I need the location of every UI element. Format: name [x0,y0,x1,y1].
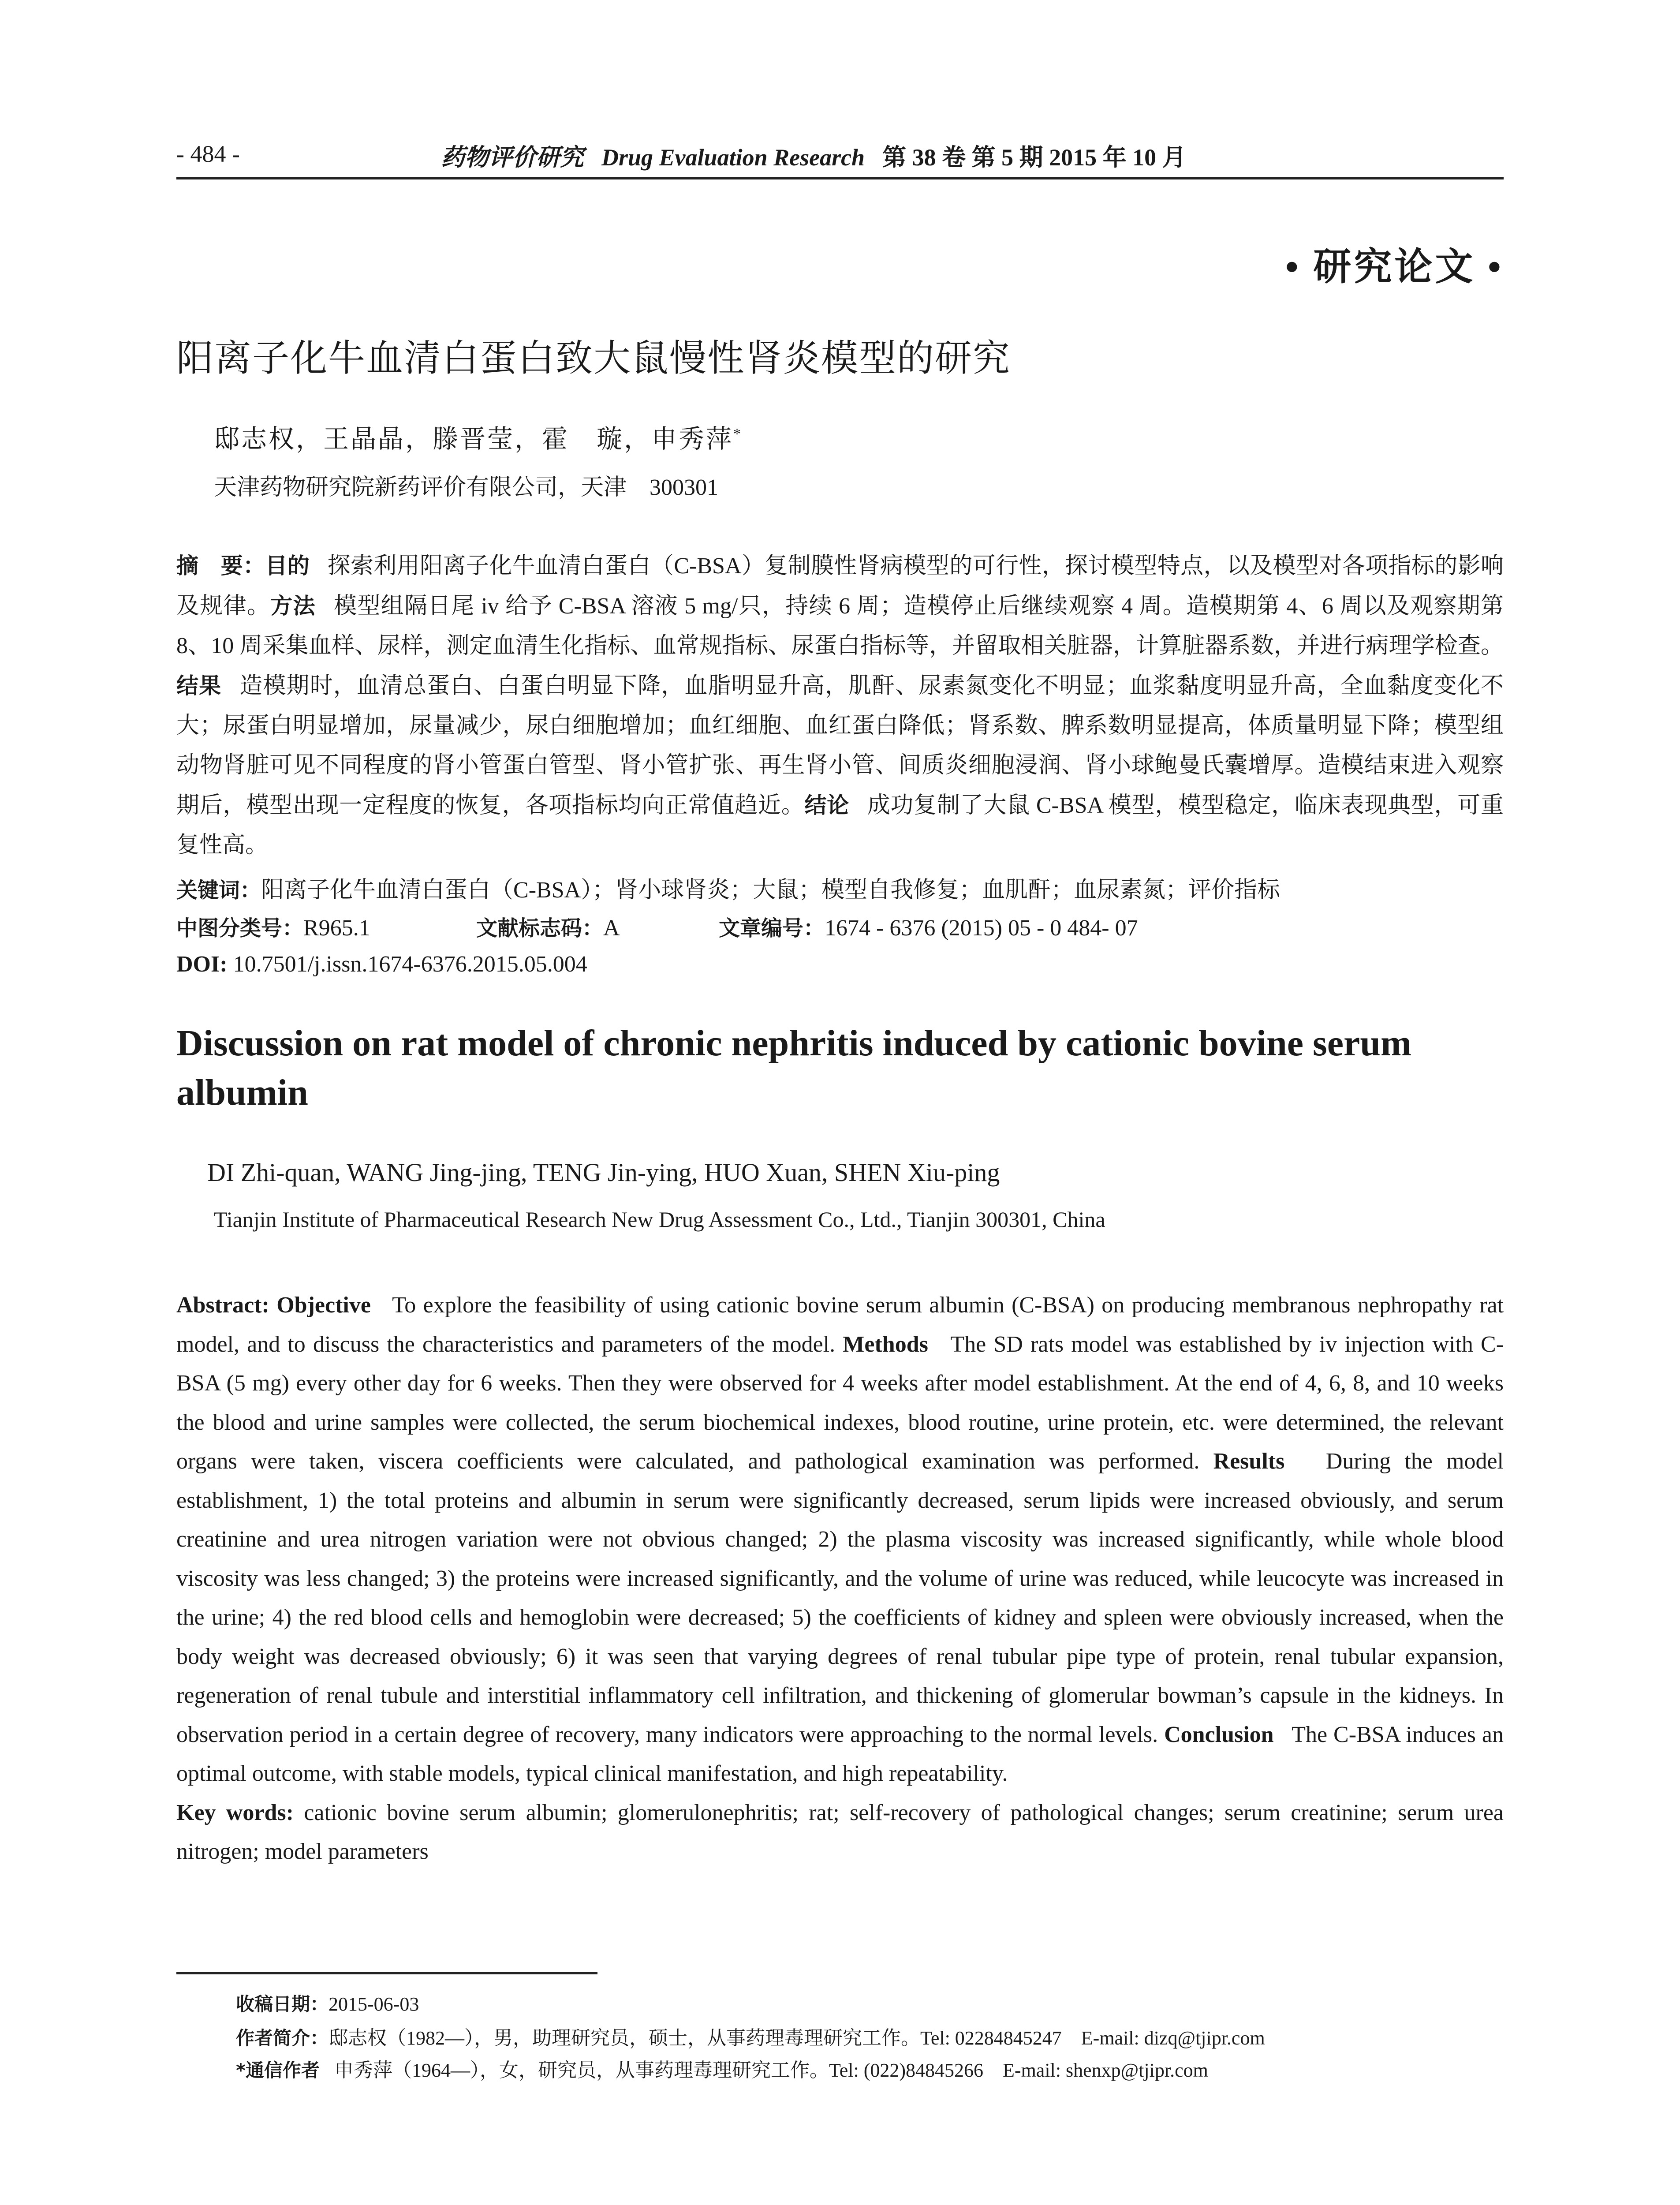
corresponding-bio: 申秀萍（1964—），女，研究员，从事药理毒理研究工作。Tel: (022)84845266 E-mail: shenxp@tjipr.com [334,2059,1208,2081]
author-bio-label: 作者简介： [236,2027,329,2049]
cn-methods-label: 方法 [270,593,316,619]
en-methods-label: Methods [843,1331,928,1357]
article-no-label: 文章编号： [719,916,825,941]
cn-abstract [176,546,1504,865]
cn-results-text: 造模期时，血清总蛋白、白蛋白明显下降，血脂明显升高，肌酐、尿素氮变化不明显；血浆黏度明显升高，全血黏度变化不大；尿蛋白明显增加，尿量减少，尿白细胞增加；血红细胞、血红蛋白降低；肾系数、脾系数明显提高，体质量明显下降；模型组动物肾脏可见不同程度的肾小管蛋白管型、肾小管扩张、再生肾小管、间质炎细胞浸润、肾小球鲍曼氏囊增厚。造模结束进入观察期后，模型出现一定程度的恢复，各项指标均向正常值趋近。 [176,673,1504,818]
issue-info: 第 38 卷 第 5 期 2015 年 10 月 [882,144,1186,171]
journal-title [441,138,1186,172]
en-authors: DI Zhi-quan, WANG Jing-jing, TENG Jin-ying, HUO Xuan, SHEN Xiu-ping [207,1158,1000,1187]
cn-keywords [176,871,1280,904]
en-keywords-label: Key words: [176,1800,294,1825]
footnote-corresponding [236,2054,1208,2082]
cn-keywords-label: 关键词： [176,878,261,903]
journal-logo-cn: 药物评价研究 [441,144,584,171]
en-title: Discussion on rat model of chronic nephritis induced by cationic bovine serum albumin [176,1023,1411,1113]
received-label: 收稿日期： [236,1993,329,2015]
cn-methods-text: 模型组隔日尾 iv 给予 C-BSA 溶液 5 mg/只，持续 6 周；造模停止后继续观察 4 周。造模期第 4、6 周以及观察期第 8、10 周采集血样、尿样，测定血清生化指标、血常规指标、尿蛋白指标等，并留取相关脏器，计算脏器系数，并进行病理学检查。 [176,594,1504,658]
cn-results-label: 结果 [176,673,222,699]
journal-name-en: Drug Evaluation Research [601,144,865,171]
clc-value: R965.1 [303,916,370,941]
author-bio: 邸志权（1982—），男，助理研究员，硕士，从事药理毒理研究工作。Tel: 02284845247 E-mail: dizq@tjipr.com [329,2027,1265,2049]
doi-value: 10.7501/j.issn.1674-6376.2015.05.004 [233,952,587,977]
footnote-author [236,2022,1265,2050]
en-conclusion-label: Conclusion [1164,1722,1274,1747]
section-tag: • 研究论文 • [1285,246,1504,288]
cn-classification [176,911,1138,942]
en-results-label: Results [1213,1449,1285,1474]
en-affiliation: Tianjin Institute of Pharmaceutical Research New Drug Assessment Co., Ltd., Tianjin 300301, China [214,1207,1105,1232]
cn-keywords-text: 阳离子化牛血清白蛋白（C-BSA）；肾小球肾炎；大鼠；模型自我修复；血肌酐；血尿素氮；评价指标 [261,878,1281,903]
clc-label: 中图分类号： [176,916,304,941]
cn-conclusion-label: 结论 [804,792,849,818]
en-conclusion-text: The C-BSA induces an optimal outcome, with stable models, typical clinical manifestation, and high repeatability. [176,1722,1504,1786]
cn-conclusion-text: 成功复制了大鼠 C-BSA 模型，模型稳定，临床表现典型，可重复性高。 [176,793,1504,858]
en-objective-text: To explore the feasibility of using cationic bovine serum albumin (C-BSA) on producing membranous nephropathy rat model, and to discuss the characteristics and parameters of the model. [176,1293,1504,1357]
en-results-text: During the model establishment, 1) the total proteins and albumin in serum were significantly decreased, serum lipids were increased obviously, and serum creatinine and urea nitrogen variation were not obvious changed; 2) the plasma viscosity was increased significantly, while whole blood viscosity was less changed; 3) the proteins were increased significantly, and the volume of urine was reduced, while leucocyte was increased in the urine; 4) the red blood cells and hemoglobin were decreased; 5) the coefficients of kidney and spleen were obviously increased, when the body weight was decreased obviously; 6) it was seen that varying degrees of renal tubular pipe type of protein, renal tubular expansion, regeneration of renal tubule and interstitial inflammatory cell infiltration, and thickening of glomerular bowman’s capsule in the kidneys. In observation period in a certain degree of recovery, many indicators were approaching to the normal levels. [176,1449,1504,1747]
cn-objective-text: 探索利用阳离子化牛血清白蛋白（C-BSA）复制膜性肾病模型的可行性，探讨模型特点，以及模型对各项指标的影响及规律。 [176,553,1504,619]
cn-objective-label: 目的 [265,553,310,579]
header-rule [176,177,1504,179]
page-number: - 484 - [176,141,240,167]
en-methods-text: The SD rats model was established by iv injection with C-BSA (5 mg) every other day for 6 weeks. Then they were observed for 4 weeks after model establishment. At the end of 4, 6, 8, and 10 weeks the blood and urine samples were collected, the serum biochemical indexes, blood routine, urine protein, etc. were determined, the relevant organs were taken, viscera coefficients were calculated, and pathological examination was performed. [176,1331,1504,1474]
cn-title: 阳离子化牛血清白蛋白致大鼠慢性肾炎模型的研究 [176,336,1011,380]
cn-authors [214,418,743,455]
footnote-rule [176,1972,597,1974]
received-date: 2015-06-03 [329,1993,419,2015]
cn-affiliation: 天津药物研究院新药评价有限公司，天津 300301 [214,475,719,500]
en-keywords-text: cationic bovine serum albumin; glomerulonephritis; rat; self-recovery of pathological changes; serum creatinine; serum urea nitrogen; model parameters [176,1800,1504,1864]
footnote-received [236,1990,419,2016]
running-header [176,140,1504,171]
doccode-label: 文献标志码： [476,916,604,941]
cn-author-list: 邸志权，王晶晶，滕晋莹，霍 璇，申秀萍 [214,425,734,453]
corresponding-label: *通信作者 [236,2059,320,2081]
cn-doi [176,951,587,977]
en-abstract [176,1286,1504,1872]
en-objective-label: Objective [276,1293,371,1318]
corresponding-mark: * [733,426,743,442]
doccode-value: A [603,916,620,941]
doi-label: DOI: [176,952,228,977]
en-abstract-label: Abstract: [176,1293,269,1318]
cn-abstract-label: 摘 要： [176,553,265,579]
article-no-value: 1674 - 6376 (2015) 05 - 0 484- 07 [825,916,1138,941]
